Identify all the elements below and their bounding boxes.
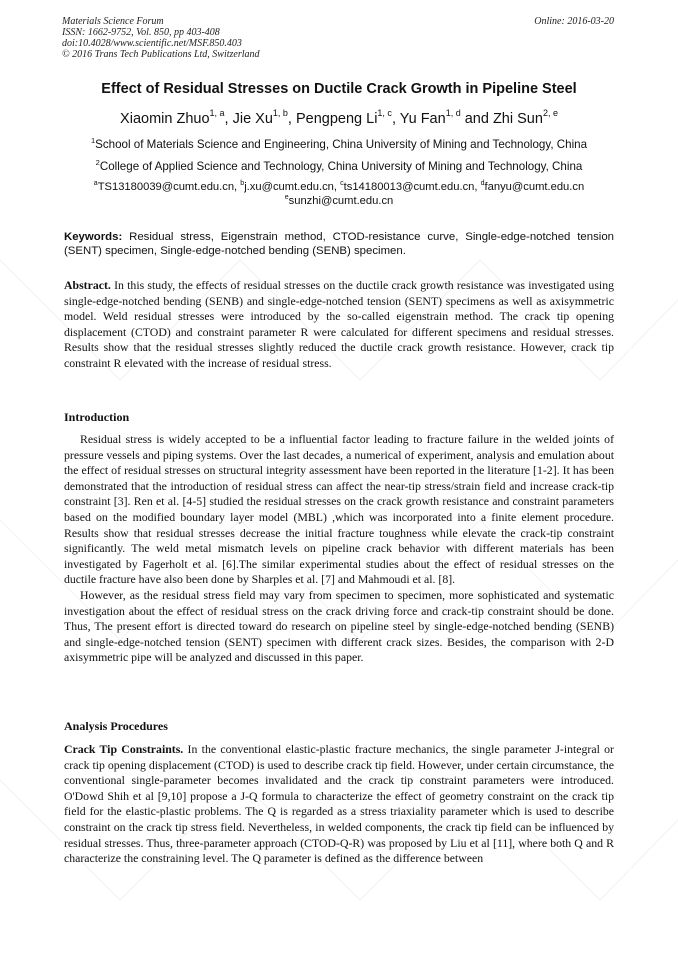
affiliation-text: College of Applied Science and Technology, China University of Mining and Technology, China	[99, 160, 583, 173]
email-sup: e	[284, 194, 289, 201]
author-sup: 1, a	[209, 108, 225, 118]
analysis-text: In the conventional elastic-plastic fracture mechanics, the single parameter J-integral or crack tip opening displacement (CTOD) is used to describe crack tip field. However, under certain circumstance, the conventional single-parameter becomes invalidated and the crack tip constraint parameters were introduced. O'Dowd Shih et al [9,10] propose a J-Q formula to characterize the effect of geometry constraint on the crack tip field for the elastic-plastic problems. The Q is regarded as a stress triaxiality parameter which is used to describe constraint on the crack tip stress field. Nevertheless, in welded components, the crack tip field can be influenced by residual stresses. Thus, three-parameter approach (CTOD-Q-R) was proposed by Liu et al [11], where both Q and R characterize the constraining level. The Q parameter is defined as the difference between	[64, 742, 614, 866]
paper-title: Effect of Residual Stresses on Ductile Crack Growth in Pipeline Steel	[101, 81, 577, 97]
email-link[interactable]: j.xu@cumt.edu.cn,	[244, 181, 341, 193]
affiliation-sup: 1	[90, 136, 96, 145]
keywords-text: Residual stress, Eigenstrain method, CTOD-resistance curve, Single-edge-notched tension (SENT) specimen, Single-edge-notched bending (SENB) specimen.	[64, 231, 614, 258]
analysis-body	[64, 742, 614, 867]
author-list	[40, 108, 638, 127]
email-link[interactable]: TS13180039@cumt.edu.cn,	[97, 181, 241, 193]
journal-name: Materials Science Forum	[62, 16, 164, 27]
author-name: Yu Fan	[399, 111, 446, 127]
email-link[interactable]: fanyu@cumt.edu.cn	[484, 181, 585, 193]
email-sup: b	[240, 180, 245, 187]
crack-tip-constraints-label: Crack Tip Constraints.	[64, 742, 184, 756]
affiliation-1	[40, 138, 638, 151]
author-sup: 2, e	[542, 108, 558, 118]
email-sup: a	[93, 180, 98, 187]
author-sup: 1, b	[272, 108, 288, 118]
author-sep: ,	[391, 111, 400, 127]
analysis-heading: Analysis Procedures	[64, 719, 168, 733]
email-sup: d	[480, 180, 485, 187]
doi-line: doi:10.4028/www.scientific.net/MSF.850.403	[62, 38, 242, 49]
author-sep: ,	[224, 111, 233, 127]
abstract-text: In this study, the effects of residual stresses on the ductile crack growth resistance was investigated using single-edge-notched bending (SENB) and single-edge-notched tension (SENT) specimens as well as axisymmetric model. Weld residual stresses were introduced by the so-called eigenstrain method. The crack tip opening displacement (CTOD) and constraint parameter R were calculated for different specimens and residual stresses. Results show that the residual stresses slightly reduced the ductile crack growth resistance. However, crack tip constraint R elevated with the increase of residual stress.	[64, 278, 614, 370]
introduction-body	[64, 432, 614, 666]
author-sep: ,	[287, 111, 296, 127]
author-name: Zhi Sun	[492, 111, 543, 127]
author-name: Pengpeng Li	[295, 111, 378, 127]
affiliation-2	[40, 160, 638, 173]
journal-header	[62, 16, 260, 60]
email-line-2	[40, 195, 638, 207]
introduction-paragraph-2: However, as the residual stress field may vary from specimen to specimen, more sophisticated and systematic investigation about the effect of residual stress on the crack driving force and crack-tip constraint should be done. Thus, The present effort is directed toward do research on pipeline steel by single-edge-notched bending (SENB) and single-edge-notched tension (SENT) specimen with different crack sizes. Besides, the comparison with 2-D axisymmetric pipe will be analyzed and discussed in this paper.	[64, 587, 614, 665]
email-line-1	[40, 181, 638, 193]
email-link[interactable]: ts14180013@cumt.edu.cn,	[343, 181, 481, 193]
author-name: Jie Xu	[232, 111, 273, 127]
affiliation-text: School of Materials Science and Engineering, China University of Mining and Technology, China	[95, 138, 588, 151]
author-sep: and	[460, 111, 493, 127]
introduction-paragraph-1: Residual stress is widely accepted to be a influential factor leading to fracture failure in the welded joints of pressure vessels and piping systems. Over the last decades, a numerical of experiment, analysis and emulation about the effect of residual stresses on structural integrity assessment have been reported in the literature [1-2]. It has been demonstrated that the introduction of residual stress can affect the near-tip stress/strain field and increase crack-tip constraint [3]. Ren et al. [4-5] studied the residual stresses on the crack growth resistance and constraint parameters based on the modified boundary layer model (MBL) ,which was incorporated into a finite element procedure. Results show that residual stresses decrease the initial fracture toughness while elevate the crack-tip constraint significantly. The weld metal mismatch levels on pipeline crack behavior with different materials has been investigated by Fagerholt et al. [6].The similar experimental studies about the effect of residual stresses on the ductile fracture have also been done by Sharples et al. [7] and Mahmoudi et al. [8].	[64, 432, 614, 587]
author-sup: 1, c	[377, 108, 392, 118]
affiliation-sup: 2	[95, 158, 100, 167]
keywords-label: Keywords:	[64, 231, 123, 243]
online-date: Online: 2016-03-20	[534, 16, 614, 27]
introduction-heading: Introduction	[64, 410, 130, 424]
issn-line: ISSN: 1662-9752, Vol. 850, pp 403-408	[62, 27, 220, 38]
abstract-label: Abstract.	[64, 278, 111, 292]
email-link[interactable]: sunzhi@cumt.edu.cn	[288, 195, 394, 207]
author-sup: 1, d	[445, 108, 461, 118]
email-sup: c	[340, 180, 344, 187]
copyright-line: © 2016 Trans Tech Publications Ltd, Switzerland	[62, 49, 260, 60]
author-name: Xiaomin Zhuo	[120, 111, 210, 127]
abstract-block	[64, 278, 614, 372]
keywords-block	[64, 230, 614, 258]
